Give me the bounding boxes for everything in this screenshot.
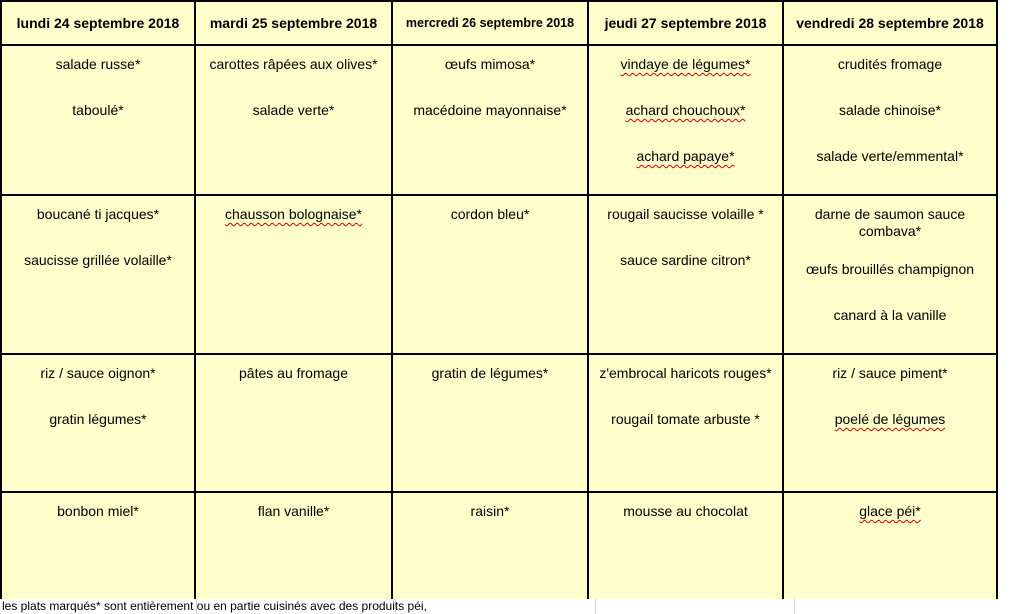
day-header-wednesday[interactable]: mercredi 26 septembre 2018	[392, 1, 588, 45]
menu-item: salade chinoise*	[839, 102, 941, 118]
footnote-row[interactable]	[0, 599, 1014, 614]
plats-row	[1, 195, 997, 354]
menu-item: salade russe*	[55, 56, 141, 72]
desserts-cell-wednesday[interactable]	[392, 492, 588, 614]
menu-item: bonbon miel*	[57, 503, 139, 519]
menu-item	[589, 56, 782, 73]
menu-item: raisin*	[470, 503, 510, 519]
menu-item	[589, 148, 782, 165]
menu-item: riz / sauce oignon*	[40, 365, 156, 381]
menu-item: riz / sauce piment*	[832, 365, 948, 381]
menu-item: œufs brouillés champignon	[805, 261, 975, 277]
menu-item: taboulé*	[72, 102, 124, 118]
menu-item	[784, 503, 996, 520]
entrees-cell-tuesday[interactable]	[195, 45, 392, 195]
desserts-cell-monday[interactable]	[1, 492, 195, 614]
footnote-text: les plats marqués* sont entièrement ou en partie cuisinés avec des produits péi,	[2, 599, 427, 613]
accompagnements-cell-monday[interactable]	[1, 354, 195, 492]
menu-item: cordon bleu*	[450, 206, 530, 222]
day-header-tuesday[interactable]: mardi 25 septembre 2018	[195, 1, 392, 45]
accompagnements-cell-tuesday[interactable]	[195, 354, 392, 492]
accompagnements-cell-thursday[interactable]	[588, 354, 783, 492]
menu-item: œufs mimosa*	[444, 56, 536, 72]
day-header-friday[interactable]: vendredi 28 septembre 2018	[783, 1, 997, 45]
gridline	[794, 599, 795, 614]
menu-item: carottes râpées aux olives*	[209, 56, 378, 72]
desserts-cell-thursday[interactable]	[588, 492, 783, 614]
spellcheck-marked-text: vindaye de légumes*	[620, 56, 751, 72]
gridline	[595, 599, 596, 614]
spellcheck-marked-text: chausson bolognaise*	[225, 206, 362, 222]
day-header-monday[interactable]: lundi 24 septembre 2018	[1, 1, 195, 45]
menu-item	[589, 102, 782, 119]
entrees-row	[1, 45, 997, 195]
menu-item: canard à la vanille	[833, 307, 947, 323]
menu-item: boucané ti jacques*	[36, 206, 160, 222]
menu-item	[196, 206, 391, 223]
menu-item: z'embrocal haricots rouges*	[599, 365, 772, 381]
desserts-cell-friday[interactable]	[783, 492, 997, 614]
menu-item: crudités fromage	[837, 56, 943, 72]
menu-item: darne de saumon sauce combava*	[814, 206, 966, 239]
menu-item: flan vanille*	[257, 503, 330, 519]
menu-item: rougail tomate arbuste *	[611, 411, 760, 427]
entrees-cell-thursday[interactable]	[588, 45, 783, 195]
menu-item: salade verte/emmental*	[816, 148, 964, 164]
menu-item: sauce sardine citron*	[620, 252, 751, 268]
spellcheck-marked-text: poelé de légumes	[834, 411, 946, 427]
plats-cell-monday[interactable]	[1, 195, 195, 354]
menu-item: pâtes au fromage	[239, 365, 348, 381]
plats-cell-friday[interactable]	[783, 195, 997, 354]
entrees-cell-monday[interactable]	[1, 45, 195, 195]
plats-cell-tuesday[interactable]	[195, 195, 392, 354]
menu-item: saucisse grillée volaille*	[24, 252, 172, 268]
menu-item	[784, 411, 996, 428]
entrees-cell-wednesday[interactable]	[392, 45, 588, 195]
menu-item: gratin légumes*	[49, 411, 147, 427]
header-row	[1, 1, 997, 45]
menu-item: gratin de légumes*	[431, 365, 549, 381]
accompagnements-cell-friday[interactable]	[783, 354, 997, 492]
menu-item: salade verte*	[252, 102, 335, 118]
entrees-cell-friday[interactable]	[783, 45, 997, 195]
menu-item: rougail saucisse volaille *	[607, 206, 764, 222]
accompagnements-row	[1, 354, 997, 492]
menu-item: mousse au chocolat	[623, 503, 748, 519]
spellcheck-marked-text: achard chouchoux*	[625, 102, 746, 118]
spellcheck-marked-text: glace péi*	[859, 503, 921, 519]
plats-cell-wednesday[interactable]	[392, 195, 588, 354]
plats-cell-thursday[interactable]	[588, 195, 783, 354]
accompagnements-cell-wednesday[interactable]	[392, 354, 588, 492]
day-header-thursday[interactable]: jeudi 27 septembre 2018	[588, 1, 783, 45]
spellcheck-marked-text: achard papaye*	[636, 148, 735, 164]
desserts-cell-tuesday[interactable]	[195, 492, 392, 614]
menu-item: macédoine mayonnaise*	[413, 102, 567, 118]
desserts-row	[1, 492, 997, 614]
